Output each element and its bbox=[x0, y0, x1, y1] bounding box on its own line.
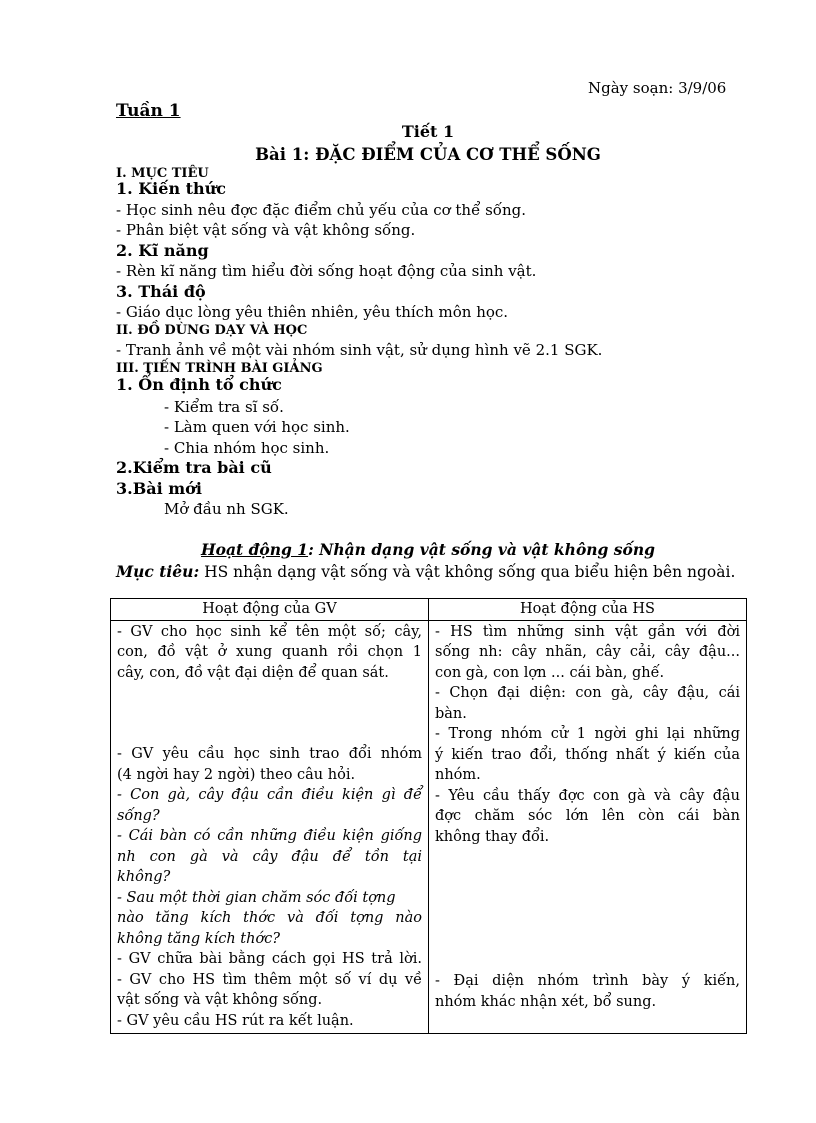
gv-question: - Con gà, cây đậu cần điều kiện gì để bbox=[117, 787, 422, 803]
header-teacher: Hoạt động của GV bbox=[111, 599, 429, 621]
materials-item: - Tranh ảnh về một vài nhóm sinh vật, sử dụng hình vẽ 2.1 SGK. bbox=[116, 341, 603, 359]
hs-line: - HS tìm những sinh vật gần với đời bbox=[435, 623, 740, 640]
lesson-title: ĐẶC ĐIỂM CỦA CƠ THỂ SỐNG bbox=[315, 145, 601, 164]
teacher-cell bbox=[111, 620, 429, 1034]
organize-item: - Chia nhóm học sinh. bbox=[164, 439, 330, 457]
hs-line: sống nh: cây nhãn, cây cải, cây đậu... bbox=[435, 644, 740, 660]
skills-title: 2. Kĩ năng bbox=[116, 241, 209, 260]
gv-line: - GV chữa bài bằng cách gọi HS trả lời. bbox=[117, 951, 422, 967]
activity-label: Hoạt động 1 bbox=[201, 540, 309, 559]
goal-text: HS nhận dạng vật sống và vật không sống qua biểu hiện bên ngoài. bbox=[199, 563, 736, 581]
spacer bbox=[117, 683, 422, 744]
review-title: 2.Kiểm tra bài cũ bbox=[116, 458, 272, 477]
organize-item: - Kiểm tra sĩ số. bbox=[164, 398, 284, 416]
gv-line: - GV cho HS tìm thêm một số ví dụ về bbox=[117, 971, 422, 988]
hs-line: ý kiến trao đổi, thống nhất ý kiến của bbox=[435, 746, 740, 763]
gv-question: nh con gà và cây đậu để tồn tại bbox=[117, 848, 422, 865]
new-lesson-title: 3.Bài mới bbox=[116, 479, 202, 498]
date-line: Ngày soạn: 3/9/06 bbox=[588, 79, 727, 97]
gv-line: (4 ngời hay 2 ngời) theo câu hỏi. bbox=[117, 766, 356, 783]
gv-line: - GV cho học sinh kể tên một số; cây, bbox=[117, 623, 422, 640]
hs-line: không thay đổi. bbox=[435, 828, 550, 845]
header-student: Hoạt động của HS bbox=[429, 599, 747, 621]
hs-line: - Chọn đại diện: con gà, cây đậu, cái bbox=[435, 685, 740, 701]
table-row bbox=[111, 620, 747, 1034]
gv-line: - GV yêu cầu học sinh trao đổi nhóm bbox=[117, 746, 422, 762]
organize-title: 1. Ổn định tổ chức bbox=[116, 375, 282, 394]
period-heading: Tiết 1 bbox=[401, 122, 455, 141]
attitude-item: - Giáo dục lòng yêu thiên nhiên, yêu thích môn học. bbox=[116, 303, 509, 321]
hs-line: nhóm khác nhận xét, bổ sung. bbox=[435, 993, 657, 1010]
gv-line: - GV yêu cầu HS rút ra kết luận. bbox=[117, 1012, 354, 1029]
lesson-heading bbox=[0, 145, 816, 165]
knowledge-item: - Phân biệt vật sống và vật không sống. bbox=[116, 221, 416, 239]
spacer bbox=[435, 847, 740, 971]
attitude-title: 3. Thái độ bbox=[116, 282, 206, 301]
gv-question: - Cái bàn có cần những điều kiện giống bbox=[117, 828, 422, 844]
section-1-title: I. MỤC TIÊU bbox=[116, 166, 209, 181]
student-cell bbox=[429, 620, 747, 1034]
knowledge-item: - Học sinh nêu đợc đặc điểm chủ yếu của cơ thể sống. bbox=[116, 201, 526, 219]
hs-line: con gà, con lợn ... cái bàn, ghế. bbox=[435, 664, 665, 681]
goal-label: Mục tiêu: bbox=[116, 562, 200, 581]
gv-line: cây, con, đồ vật đại diện để quan sát. bbox=[117, 664, 389, 681]
gv-question: - Sau một thời gian chăm sóc đối tợng bbox=[117, 889, 396, 906]
gv-question: không? bbox=[117, 869, 171, 885]
hs-line: nhóm. bbox=[435, 767, 481, 783]
activity-table bbox=[110, 598, 747, 1034]
gv-line: vật sống và vật không sống. bbox=[117, 992, 323, 1008]
hs-line: - Yêu cầu thấy đợc con gà và cây đậu bbox=[435, 787, 740, 804]
section-3-title: III. TIẾN TRÌNH BÀI GIẢNG bbox=[116, 361, 323, 376]
goal-line bbox=[116, 562, 735, 582]
lesson-prefix: Bài 1: bbox=[255, 145, 310, 164]
knowledge-title: 1. Kiến thức bbox=[116, 179, 227, 198]
gv-line: con, đồ vật ở xung quanh rồi chọn 1 bbox=[117, 644, 422, 660]
gv-question: nào tăng kích thớc và đối tợng nào bbox=[117, 910, 422, 926]
organize-item: - Làm quen với học sinh. bbox=[164, 418, 350, 436]
table-header-row bbox=[111, 599, 747, 621]
gv-question: không tăng kích thớc? bbox=[117, 930, 281, 947]
activity-title: : Nhận dạng vật sống và vật không sống bbox=[308, 540, 655, 559]
activity-heading bbox=[0, 540, 816, 560]
gv-question: sống? bbox=[117, 807, 160, 824]
hs-line: đợc chăm sóc lớn lên còn cái bàn bbox=[435, 808, 740, 824]
week-heading: Tuần 1 bbox=[116, 101, 181, 121]
skills-item: - Rèn kĩ năng tìm hiểu đời sống hoạt động của sinh vật. bbox=[116, 262, 537, 280]
new-lesson-text: Mở đầu nh SGK. bbox=[164, 500, 289, 518]
hs-line: - Đại diện nhóm trình bày ý kiến, bbox=[435, 973, 740, 989]
hs-line: - Trong nhóm cử 1 ngời ghi lại những bbox=[435, 726, 740, 742]
hs-line: bàn. bbox=[435, 705, 467, 722]
section-2-title: II. ĐỒ DÙNG DẠY VÀ HỌC bbox=[116, 323, 308, 338]
